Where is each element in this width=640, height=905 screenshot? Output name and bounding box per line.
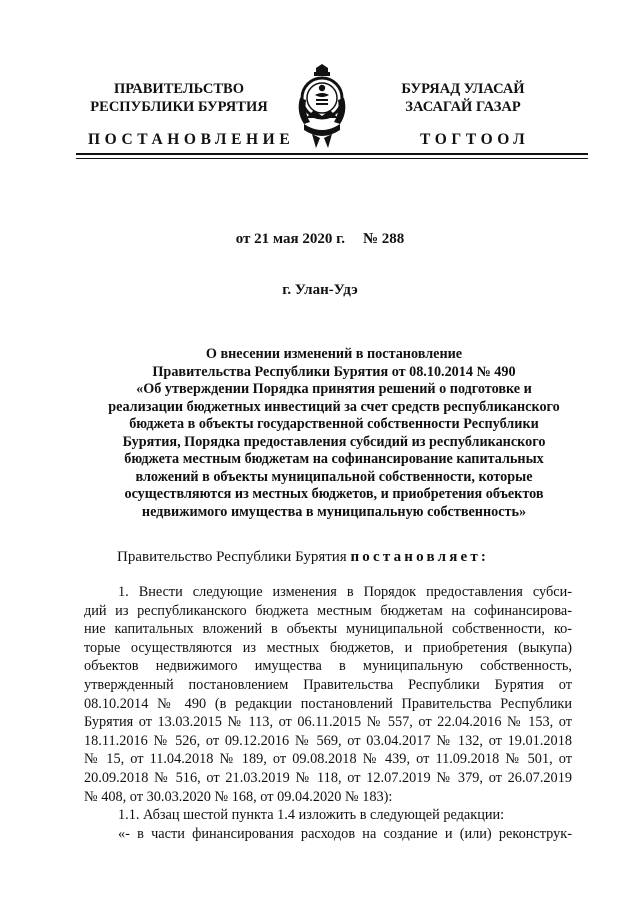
title-line: осуществляются из местных бюджетов, и приобретения объектов: [124, 486, 544, 502]
document-body: [84, 583, 572, 843]
title-line: реализации бюджетных инвестиций за счет средств республиканского: [108, 398, 560, 415]
intro-line: [117, 549, 489, 566]
body-line: объектов недвижимого имущества в муниципальную собственность,: [84, 658, 572, 675]
body-line: № 15, от 11.04.2018 № 189, от 09.08.2018 № 439, от 11.09.2018 № 501, от: [84, 751, 572, 768]
header-rule-thick: [76, 153, 588, 155]
header-right-line2: ЗАСАГАЙ ГАЗАР: [405, 99, 521, 115]
title-line: Бурятия, Порядка предоставления субсидий из республиканского: [122, 433, 546, 450]
document-date: от 21 мая 2020 г.: [235, 231, 345, 247]
body-line: № 408, от 30.03.2020 № 168, от 09.04.2020 № 183):: [84, 788, 393, 805]
title-line: недвижимого имущества в муниципальную собственность»: [141, 503, 527, 520]
document-number: № 288: [362, 231, 405, 247]
body-line: 1. Внести следующие изменения в Порядок предоставления субси-: [118, 584, 572, 600]
document-date-line: [0, 231, 640, 248]
intro-subject: Правительство Республики Бурятия: [117, 549, 347, 565]
body-line: дий из республиканского бюджета местным бюджетам на софинансирова-: [84, 602, 572, 619]
body-line: Бурятия от 13.03.2015 № 113, от 06.11.2015 № 557, от 22.04.2016 № 153, от: [84, 714, 572, 731]
header-right-line1: БУРЯАД УЛАСАЙ: [401, 81, 525, 97]
doc-type-left: ПОСТАНОВЛЕНИЕ: [88, 131, 295, 148]
header-right: [380, 80, 546, 116]
title-line: бюджета местным бюджетам на софинансирование капитальных: [124, 451, 544, 467]
body-line: «- в части финансирования расходов на создание и (или) реконструк-: [118, 825, 572, 842]
body-line: утвержденный постановлением Правительства Республики Бурятия от: [84, 676, 572, 693]
title-line: «Об утверждении Порядка принятия решений о подготовке и: [136, 381, 532, 397]
document-city: г. Улан-Удэ: [282, 282, 358, 298]
header-rule-thin: [76, 158, 588, 159]
coat-of-arms-icon: [294, 64, 350, 150]
intro-verb: постановляет:: [350, 549, 490, 565]
body-line: 20.09.2018 № 516, от 21.03.2019 № 118, от 12.07.2019 № 379, от 26.07.2019: [84, 769, 572, 786]
body-line: 18.11.2016 № 526, от 09.12.2016 № 569, от 03.04.2017 № 132, от 19.01.2018: [84, 732, 572, 749]
title-line: Правительства Республики Бурятия от 08.10.2014 № 490: [152, 363, 516, 380]
title-line: О внесении изменений в постановление: [205, 346, 463, 362]
title-line: бюджета в объекты государственной собственности Республики: [129, 416, 539, 432]
body-line: 08.10.2014 № 490 (в редакции постановлений Правительства Республики: [84, 695, 572, 712]
title-line: вложений в объекты муниципальной собственности, которые: [135, 468, 533, 485]
body-line: ние капитальных вложений в объекты муниципальной собственности, ко-: [84, 621, 572, 638]
header-left-line2: РЕСПУБЛИКИ БУРЯТИЯ: [90, 99, 268, 115]
header-left: [88, 80, 270, 116]
body-line: 1.1. Абзац шестой пункта 1.4 изложить в следующей редакции:: [118, 807, 505, 824]
doc-type-right: ТОГТООЛ: [420, 131, 530, 148]
document-title: [100, 346, 568, 521]
header-left-line1: ПРАВИТЕЛЬСТВО: [114, 81, 244, 97]
body-line: торые осуществляются из местных бюджетов, и приобретения (выкупа): [84, 639, 572, 656]
